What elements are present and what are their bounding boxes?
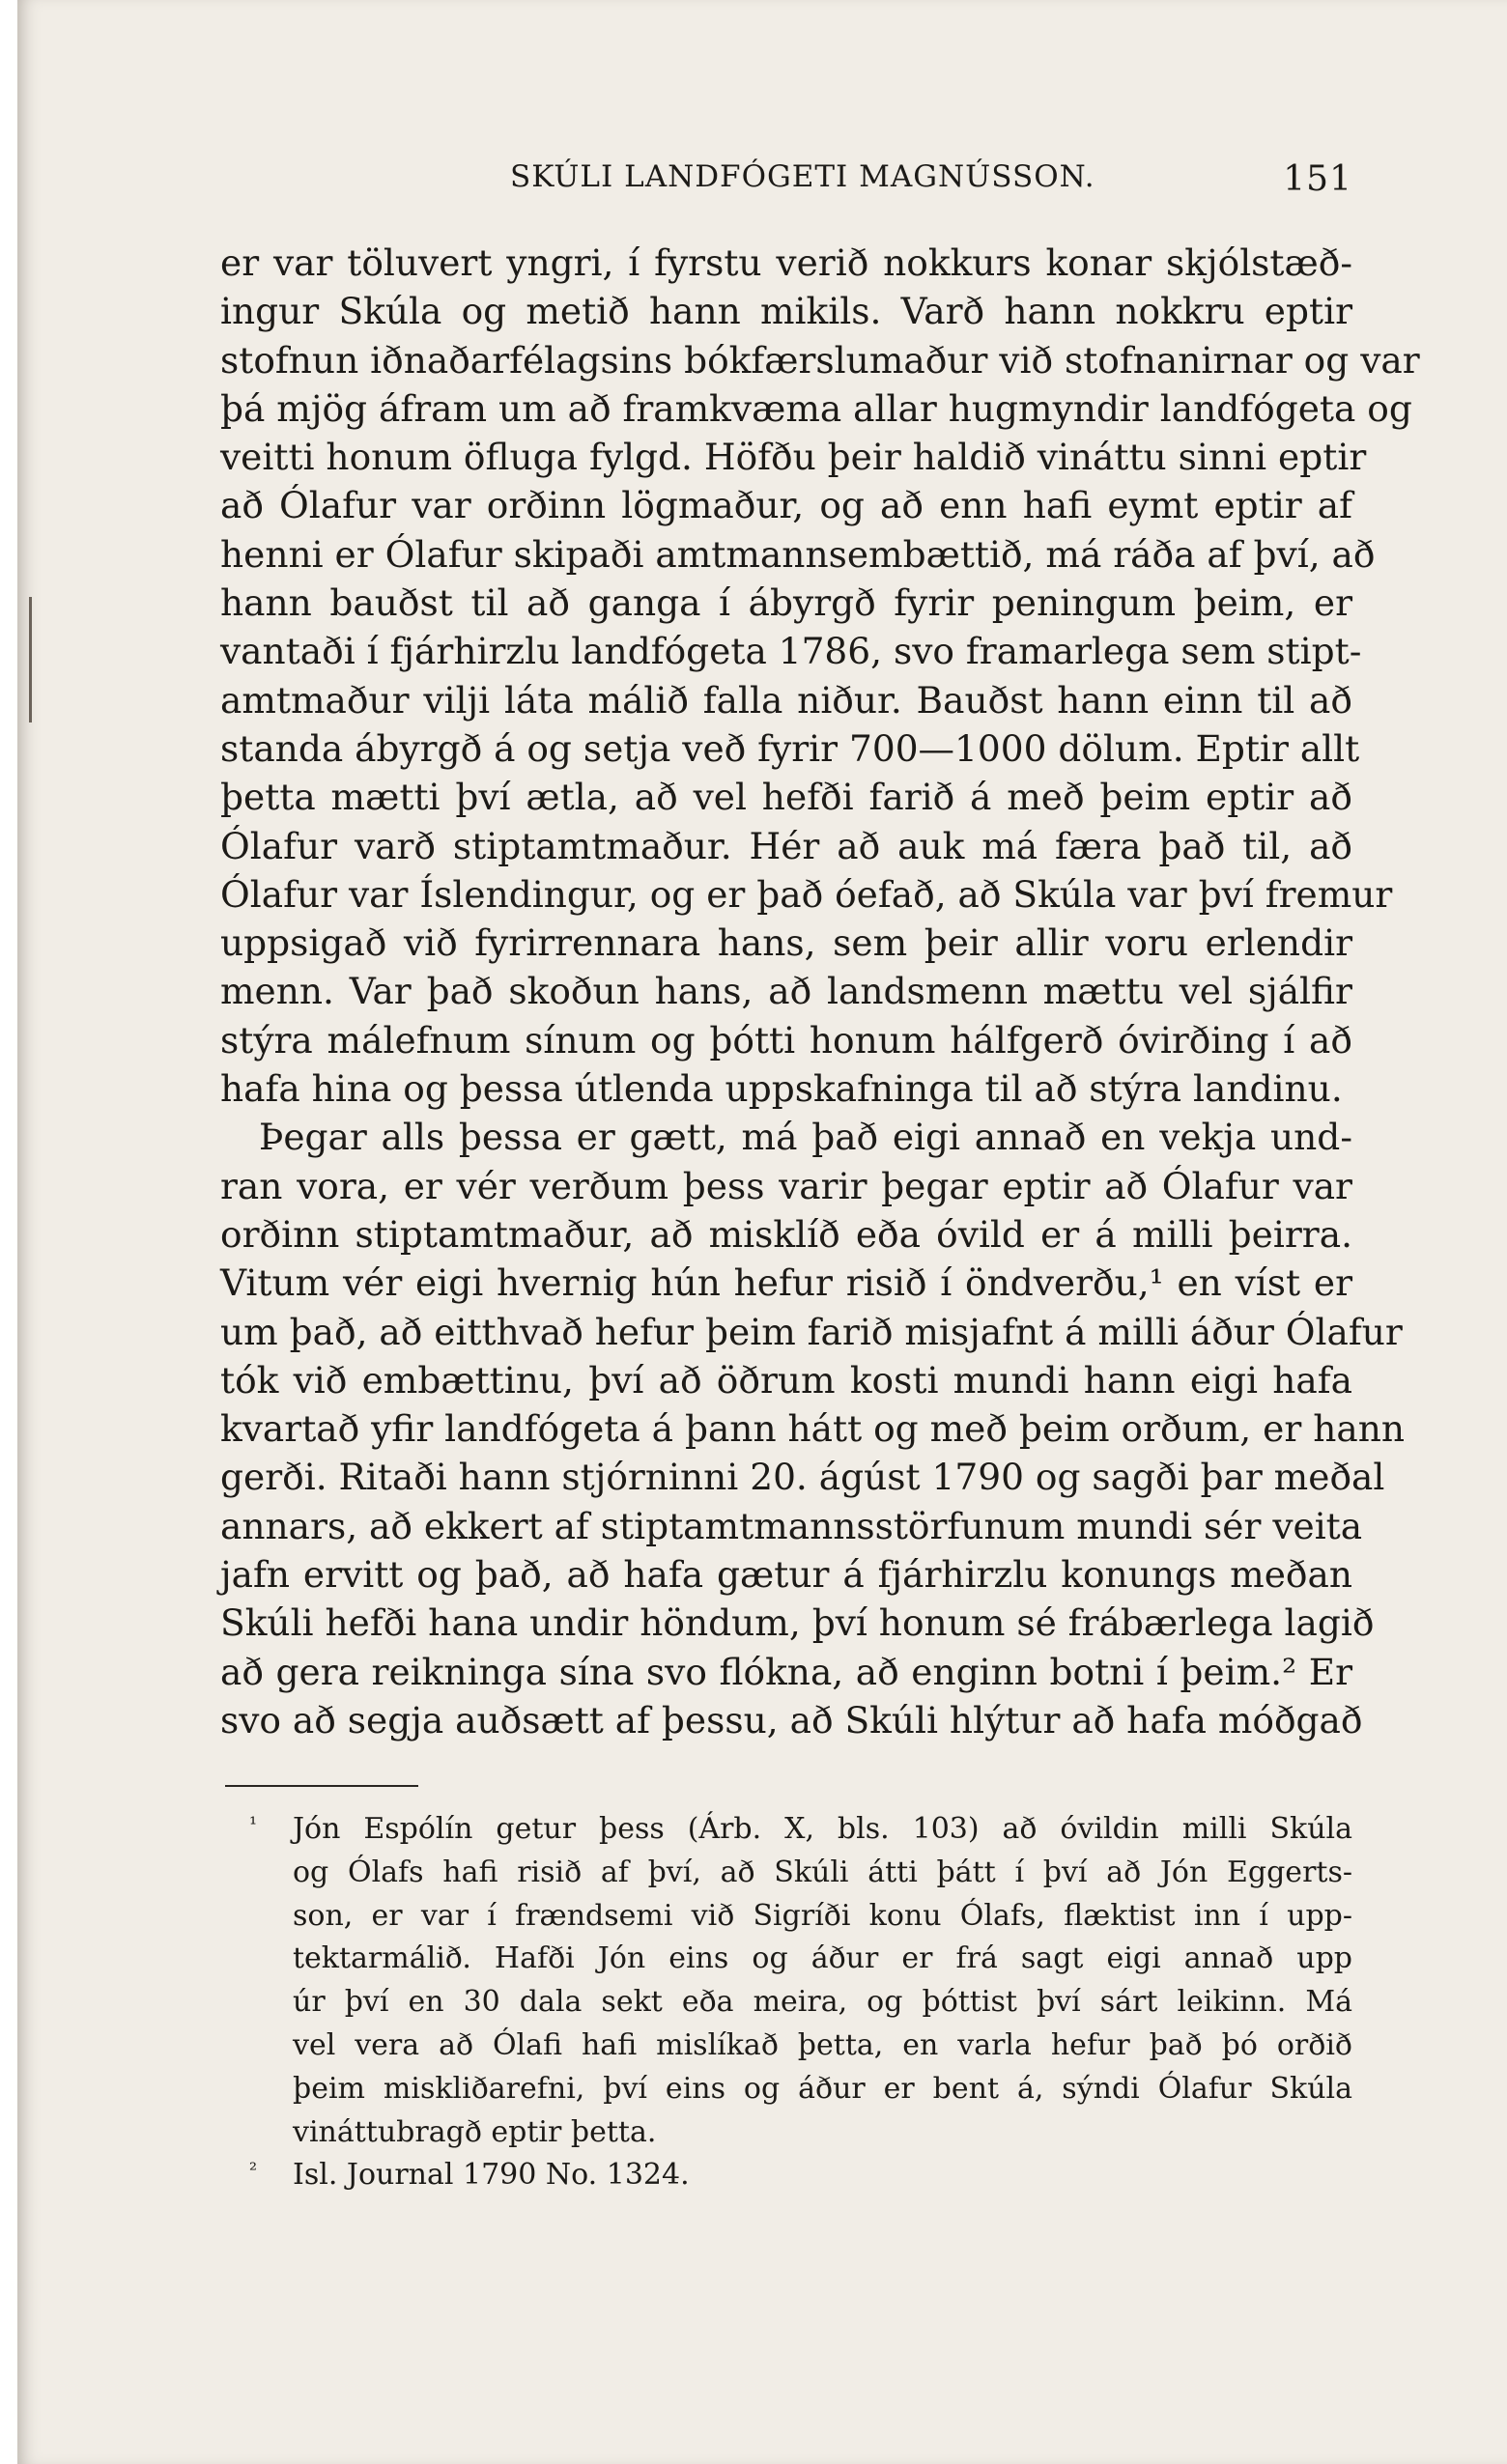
text-line: ran vora, er vér verðum þess varir þegar eptir að Ólafur var (220, 1164, 1352, 1207)
footnote-line: úr því en 30 dala sekt eða meira, og þóttist því sárt leikinn. Má (293, 1985, 1352, 2020)
text-line: annars, að ekkert af stiptamtmannsstörfunum mundi sér veita (220, 1504, 1363, 1547)
text-line: vantaði í fjárhirzlu landfógeta 1786, svo framarlega sem stipt- (220, 630, 1362, 673)
text-line: hann bauðst til að ganga í ábyrgð fyrir peningum þeim, er (220, 581, 1352, 625)
text-line: jafn ervitt og það, að hafa gætur á fjárhirzlu konungs meðan (220, 1553, 1352, 1597)
text-line: uppsigað við fyrirrennara hans, sem þeir allir voru erlendir (220, 921, 1352, 965)
footnote-line: vináttubragð eptir þetta. (293, 2114, 657, 2149)
text-line: um það, að eitthvað hefur þeim farið misjafnt á milli áður Ólafur (220, 1310, 1403, 1353)
text-line: Ólafur varð stiptamtmaður. Hér að auk má færa það til, að (220, 824, 1352, 867)
text-line: ingur Skúla og metið hann mikils. Varð hann nokkru eptir (220, 290, 1352, 333)
footnote-2 (249, 2154, 1352, 2197)
footnote-line: þeim miskliðarefni, því eins og áður er bent á, sýndi Ólafur Skúla (293, 2071, 1352, 2106)
text-line: kvartað yfir landfógeta á þann hátt og með þeim orðum, er hann (220, 1407, 1406, 1451)
text-line: hafa hina og þessa útlenda uppskafninga til að stýra landinu. (220, 1067, 1343, 1111)
text-line: Vitum vér eigi hvernig hún hefur risið í öndverðu,¹ en víst er (220, 1261, 1352, 1305)
text-line: svo að segja auðsætt af þessu, að Skúli hlýtur að hafa móðgað (220, 1698, 1363, 1742)
text-line: Ólafur var Íslendingur, og er það óefað, að Skúla var því fremur (220, 872, 1393, 916)
text-line: þá mjög áfram um að framkvæma allar hugmyndir landfógeta og (220, 386, 1412, 430)
text-line: Þegar alls þessa er gætt, má það eigi annað en vekja und- (259, 1116, 1352, 1159)
footnote-line: vel vera að Ólafi hafi mislíkað þetta, en varla hefur það þó orðið (293, 2027, 1352, 2062)
page-header (220, 159, 1352, 202)
text-line: orðinn stiptamtmaður, að misklíð eða óvild er á milli þeirra. (220, 1212, 1352, 1256)
book-page (17, 0, 1507, 2464)
footnotes (249, 1808, 1352, 2197)
text-line: að gera reikninga sína svo flókna, að enginn botni í þeim.² Er (220, 1650, 1352, 1693)
running-title: SKÚLI LANDFÓGETI MAGNÚSSON. (510, 159, 1095, 194)
text-line: amtmaður vilji láta málið falla niður. Bauðst hann einn til að (220, 678, 1352, 722)
text-line: veitti honum öfluga fylgd. Höfðu þeir haldið vináttu sinni eptir (220, 436, 1367, 479)
text-line: Skúli hefði hana undir höndum, því honum sé frábærlega lagið (220, 1601, 1375, 1645)
page-number: 151 (1283, 159, 1352, 199)
text-line: þetta mætti því ætla, að vel hefði farið á með þeim eptir að (220, 776, 1352, 819)
text-line: er var töluvert yngri, í fyrstu verið nokkurs konar skjólstæð- (220, 241, 1352, 284)
text-line: stýra málefnum sínum og þótti honum hálfgerð óvirðing í að (220, 1018, 1352, 1062)
footnote-line: Isl. Journal 1790 No. 1324. (293, 2158, 690, 2193)
text-line: standa ábyrgð á og setja veð fyrir 700—1000 dölum. Eptir allt (220, 726, 1360, 770)
margin-mark (29, 597, 32, 722)
footnote-line: og Ólafs hafi risið af því, að Skúli átti þátt í því að Jón Eggerts- (293, 1855, 1352, 1889)
text-line: gerði. Ritaði hann stjórninni 20. ágúst 1790 og sagði þar meðal (220, 1456, 1385, 1499)
text-line: menn. Var það skoðun hans, að landsmenn mættu vel sjálfir (220, 970, 1352, 1013)
footnote-line: Jón Espólín getur þess (Árb. X, bls. 103) að óvildin milli Skúla (293, 1812, 1352, 1846)
text-line: stofnun iðnaðarfélagsins bókfærslumaður við stofnanirnar og var (220, 338, 1420, 382)
text-line: henni er Ólafur skipaði amtmannsembættið, má ráða af því, að (220, 532, 1376, 576)
body-text (220, 239, 1420, 1744)
footnote-marker: ¹ (249, 1812, 258, 1835)
text-line: að Ólafur var orðinn lögmaður, og að enn hafi eymt eptir af (220, 484, 1352, 527)
footnote-line: son, er var í frændsemi við Sigríði konu Ólafs, flæktist inn í upp- (293, 1898, 1352, 1933)
footnote-line: tektarmálið. Hafði Jón eins og áður er frá sagt eigi annað upp (293, 1941, 1352, 1976)
footnote-marker: ² (249, 2158, 258, 2182)
footnote-divider (225, 1785, 418, 1787)
text-line: tók við embættinu, því að öðrum kosti mundi hann eigi hafa (220, 1358, 1352, 1402)
footnote-1 (249, 1808, 1352, 2154)
